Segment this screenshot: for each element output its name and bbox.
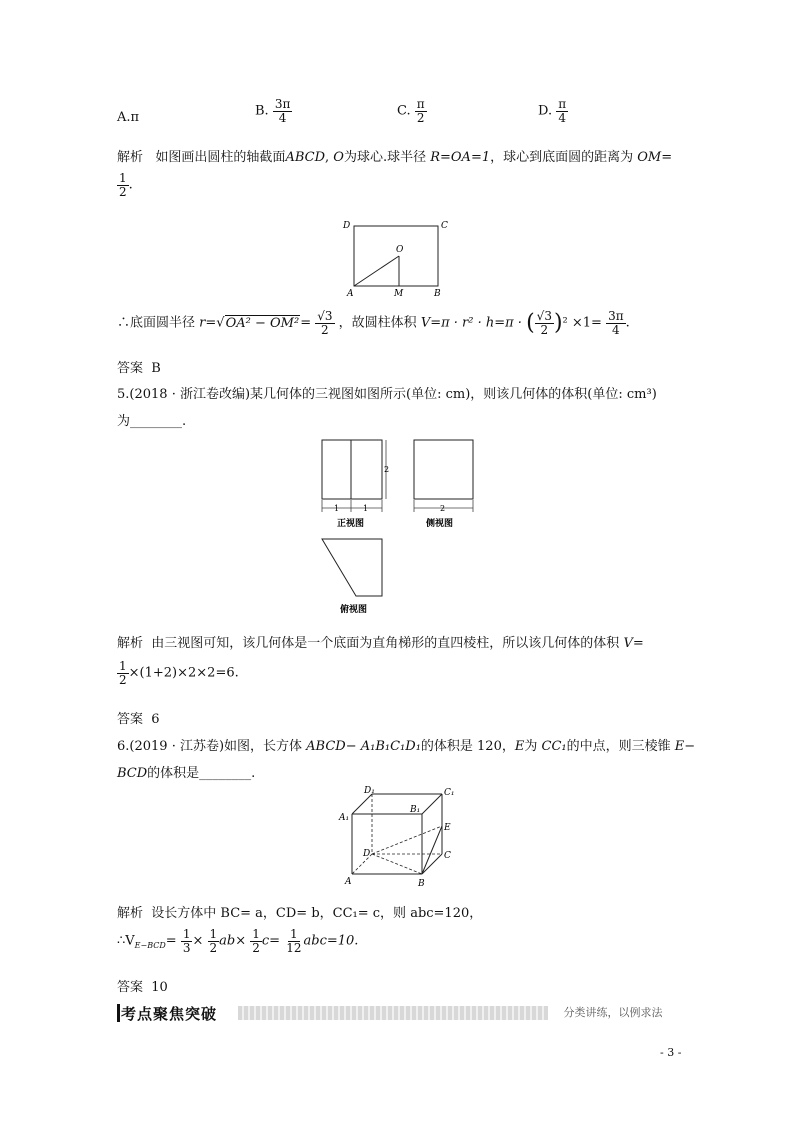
q4-answer: 答案 B <box>117 361 161 376</box>
label-o: O <box>396 245 404 255</box>
page-number: - 3 - <box>660 1046 682 1059</box>
dim-1a: 1 <box>334 504 340 513</box>
q6-cuboid-figure <box>336 786 470 892</box>
q4-cylinder-section-figure <box>340 216 460 298</box>
dim-side: 2 <box>440 504 446 513</box>
q5-analysis: 解析 由三视图可知，该几何体是一个底面为直角梯形的直四棱柱，所以该几何体的体积 V= <box>117 636 644 651</box>
section-bar-mark <box>117 1004 120 1022</box>
q6-stem-line2: BCD的体积是________. <box>117 766 256 781</box>
dim-1b: 1 <box>363 504 369 513</box>
label-c: C <box>444 851 451 861</box>
side-view-label: 侧视图 <box>426 519 454 529</box>
q6-calc: $\therefore V_{E-BCD}=$ $\frac{1}{3}$ × $\frac{1}{2}$ ab× $\frac{1}{2}$ c= $\frac{1}{12}$ abc=10. <box>117 927 359 955</box>
section-bar-subtitle: 分类讲练，以例求法 <box>548 1005 678 1021</box>
q5-stem-line2: 为________. <box>117 414 187 429</box>
label-a: A <box>345 877 352 887</box>
option-c: C. $\frac{\pi}{2}$ <box>397 97 425 125</box>
label-b1: B₁ <box>410 805 421 815</box>
q6-stem-line1: 6.(2019 · 江苏卷)如图，长方体 ABCD− A₁B₁C₁D₁的体积是 120，E为 CC₁的中点，则三棱锥 E− <box>117 739 696 754</box>
label-a1: A₁ <box>339 813 350 823</box>
label-m: M <box>394 289 404 298</box>
top-view-label: 俯视图 <box>340 605 368 615</box>
option-a: A.π <box>117 110 140 125</box>
label-c1: C₁ <box>444 788 455 798</box>
q5-stem-line1: 5.(2018 · 浙江卷改编)某几何体的三视图如图所示(单位: cm)，则该几何体的体积(单位: cm³) <box>117 387 657 402</box>
label-e: E <box>444 823 451 833</box>
label-b: B <box>434 289 441 298</box>
option-b: B. $\frac{3\pi}{4}$ <box>255 97 291 125</box>
q6-analysis: 解析 设长方体中 BC= a，CD= b，CC₁= c，则 abc=120， <box>117 906 483 921</box>
label-a: A <box>347 289 354 298</box>
q4-analysis: 解析 如图画出圆柱的轴截面ABCD, O为球心.球半径 R=OA=1，球心到底面圆的距离为 OM= <box>117 150 673 165</box>
q5-answer: 答案 6 <box>117 712 160 727</box>
dim-2-vertical: 2 <box>384 465 390 474</box>
label-c: C <box>441 221 448 231</box>
label-d: D <box>343 221 351 231</box>
option-d: D. $\frac{\pi}{4}$ <box>538 97 567 125</box>
q4-half: $\frac{1}{2}$ . <box>119 171 133 199</box>
label-b: B <box>418 879 425 889</box>
section-bar-title: 考点聚焦突破 <box>121 1005 218 1023</box>
q6-answer: 答案 10 <box>117 980 168 995</box>
q4-radius-line: ∴底面圆半径 r=√OA² − OM²= $\frac{√3}{2}$ ，故圆柱体积 V=π · r² · h=π · ( $\frac{√3}{2}$ )² ×1= $\frac{3\pi}{4}$ . <box>117 309 630 337</box>
front-view-label: 正视图 <box>337 519 365 529</box>
q5-calc: $\frac{1}{2}$ ×(1+2)×2×2=6. <box>119 659 239 687</box>
label-d: D <box>363 849 371 859</box>
q5-three-view-figure <box>316 436 480 618</box>
label-d1: D₁ <box>364 786 375 796</box>
